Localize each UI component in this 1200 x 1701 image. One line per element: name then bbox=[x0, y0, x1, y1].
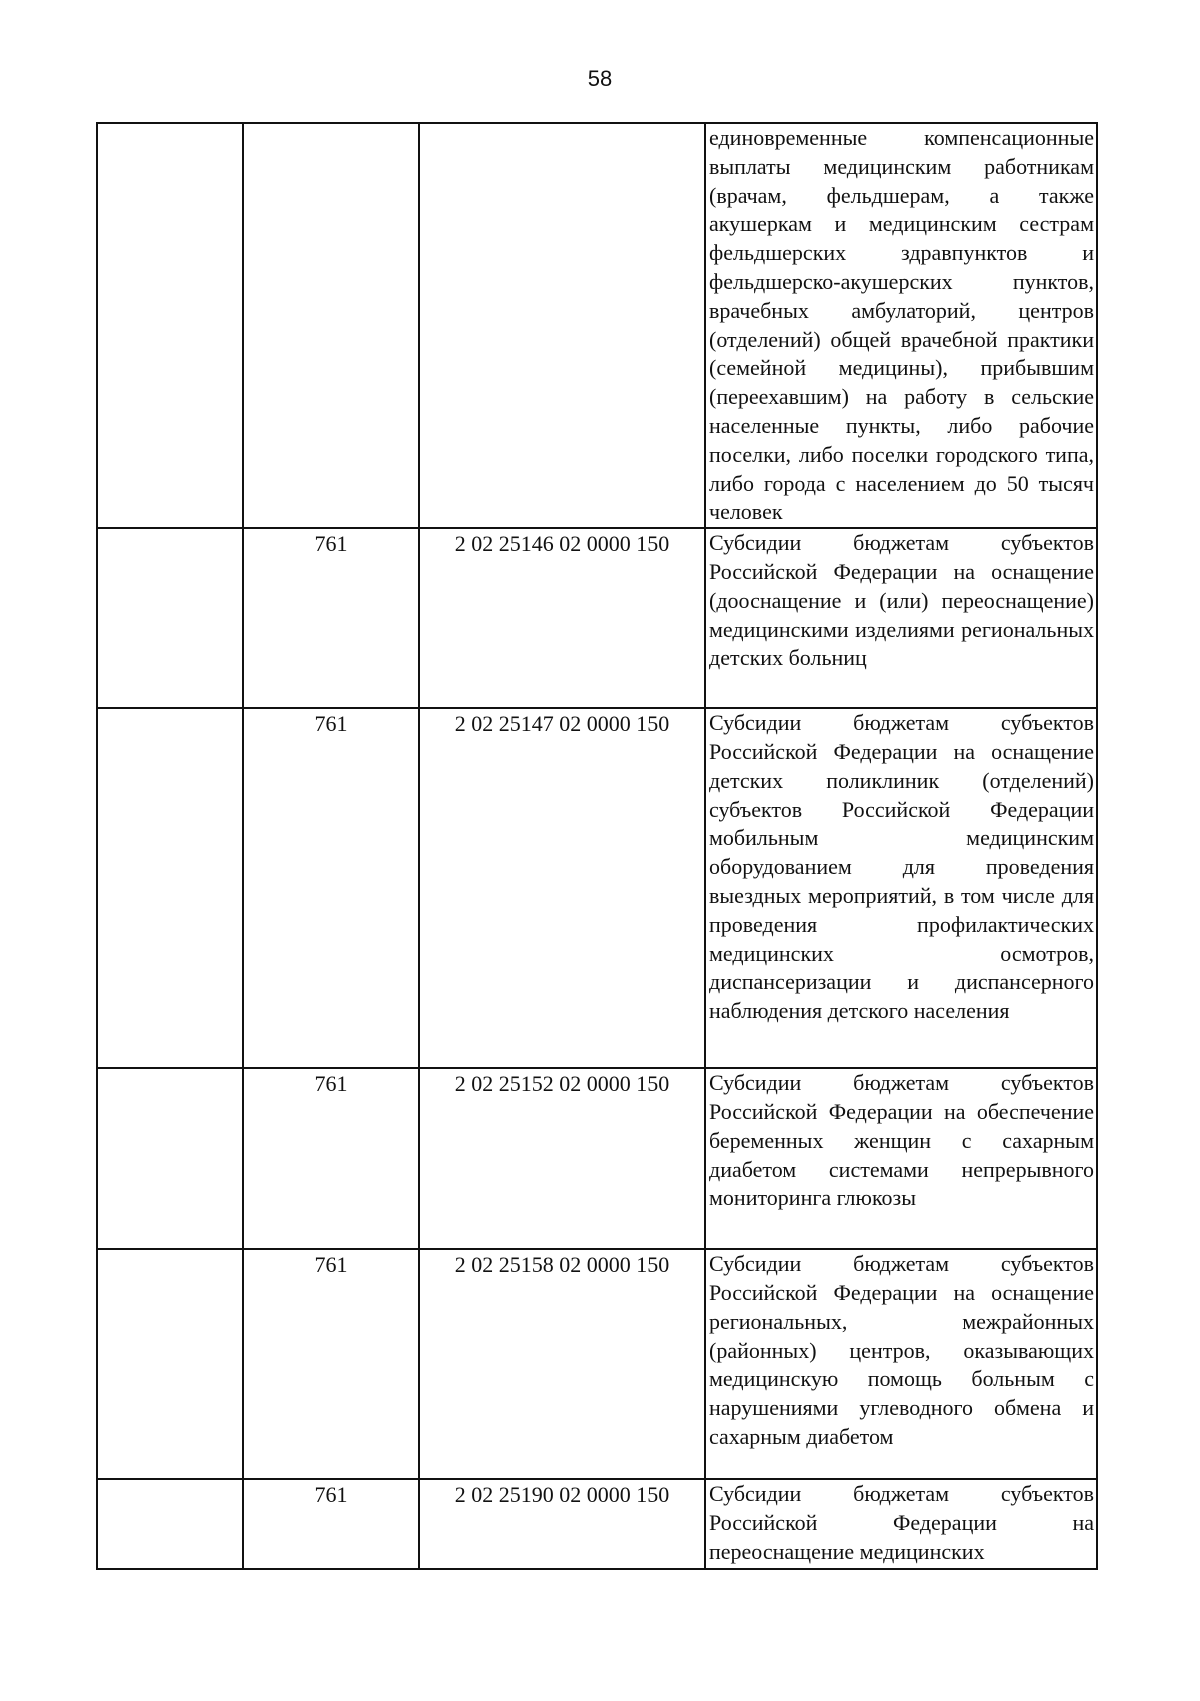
table-row bbox=[97, 528, 1097, 708]
budget-code-cell: 2 02 25147 02 0000 150 bbox=[419, 708, 705, 1068]
empty-cell bbox=[97, 1479, 243, 1569]
description-cell: Субсидии бюджетам субъектов Российской Федерации на переоснащение медицинских bbox=[705, 1479, 1097, 1569]
empty-cell bbox=[97, 1249, 243, 1479]
table-row bbox=[97, 1249, 1097, 1479]
budget-code-cell: 2 02 25152 02 0000 150 bbox=[419, 1068, 705, 1249]
admin-code-cell bbox=[243, 123, 419, 528]
admin-code-cell: 761 bbox=[243, 528, 419, 708]
description-cell: Субсидии бюджетам субъектов Российской Федерации на оснащение (дооснащение и (или) переоснащение) медицинскими изделиями региональных детских больниц bbox=[705, 528, 1097, 708]
budget-code-cell: 2 02 25190 02 0000 150 bbox=[419, 1479, 705, 1569]
page-number: 58 bbox=[587, 66, 613, 91]
table-row bbox=[97, 123, 1097, 528]
table-row bbox=[97, 708, 1097, 1068]
budget-code-cell: 2 02 25158 02 0000 150 bbox=[419, 1249, 705, 1479]
description-cell: Субсидии бюджетам субъектов Российской Федерации на оснащение региональных, межрайонных (районных) центров, оказывающих медицинскую помощь больным с нарушениями углеводного обмена и сахарным диабетом bbox=[705, 1249, 1097, 1479]
admin-code-cell: 761 bbox=[243, 1068, 419, 1249]
admin-code-cell: 761 bbox=[243, 1479, 419, 1569]
empty-cell bbox=[97, 1068, 243, 1249]
budget-code-cell: 2 02 25146 02 0000 150 bbox=[419, 528, 705, 708]
empty-cell bbox=[97, 123, 243, 528]
admin-code-cell: 761 bbox=[243, 1249, 419, 1479]
budget-classification-table bbox=[96, 122, 1098, 1570]
description-cell: Субсидии бюджетам субъектов Российской Федерации на обеспечение беременных женщин с сахарным диабетом системами непрерывного мониторинга глюкозы bbox=[705, 1068, 1097, 1249]
admin-code-cell: 761 bbox=[243, 708, 419, 1068]
description-cell: Субсидии бюджетам субъектов Российской Федерации на оснащение детских поликлиник (отделений) субъектов Российской Федерации мобильным медицинским оборудованием для проведения выездных мероприятий, в том числе для проведения профилактических медицинских осмотров, диспансеризации и диспансерного наблюдения детского населения bbox=[705, 708, 1097, 1068]
table-row bbox=[97, 1479, 1097, 1569]
table-row bbox=[97, 1068, 1097, 1249]
budget-code-cell bbox=[419, 123, 705, 528]
description-cell: единовременные компенсационные выплаты медицинским работникам (врачам, фельдшерам, а также акушеркам и медицинским сестрам фельдшерских здравпунктов и фельдшерско-акушерских пунктов, врачебных амбулаторий, центров (отделений) общей врачебной практики (семейной медицины), прибывшим (переехавшим) на работу в сельские населенные пункты, либо рабочие поселки, либо поселки городского типа, либо города с населением до 50 тысяч человек bbox=[705, 123, 1097, 528]
empty-cell bbox=[97, 528, 243, 708]
empty-cell bbox=[97, 708, 243, 1068]
